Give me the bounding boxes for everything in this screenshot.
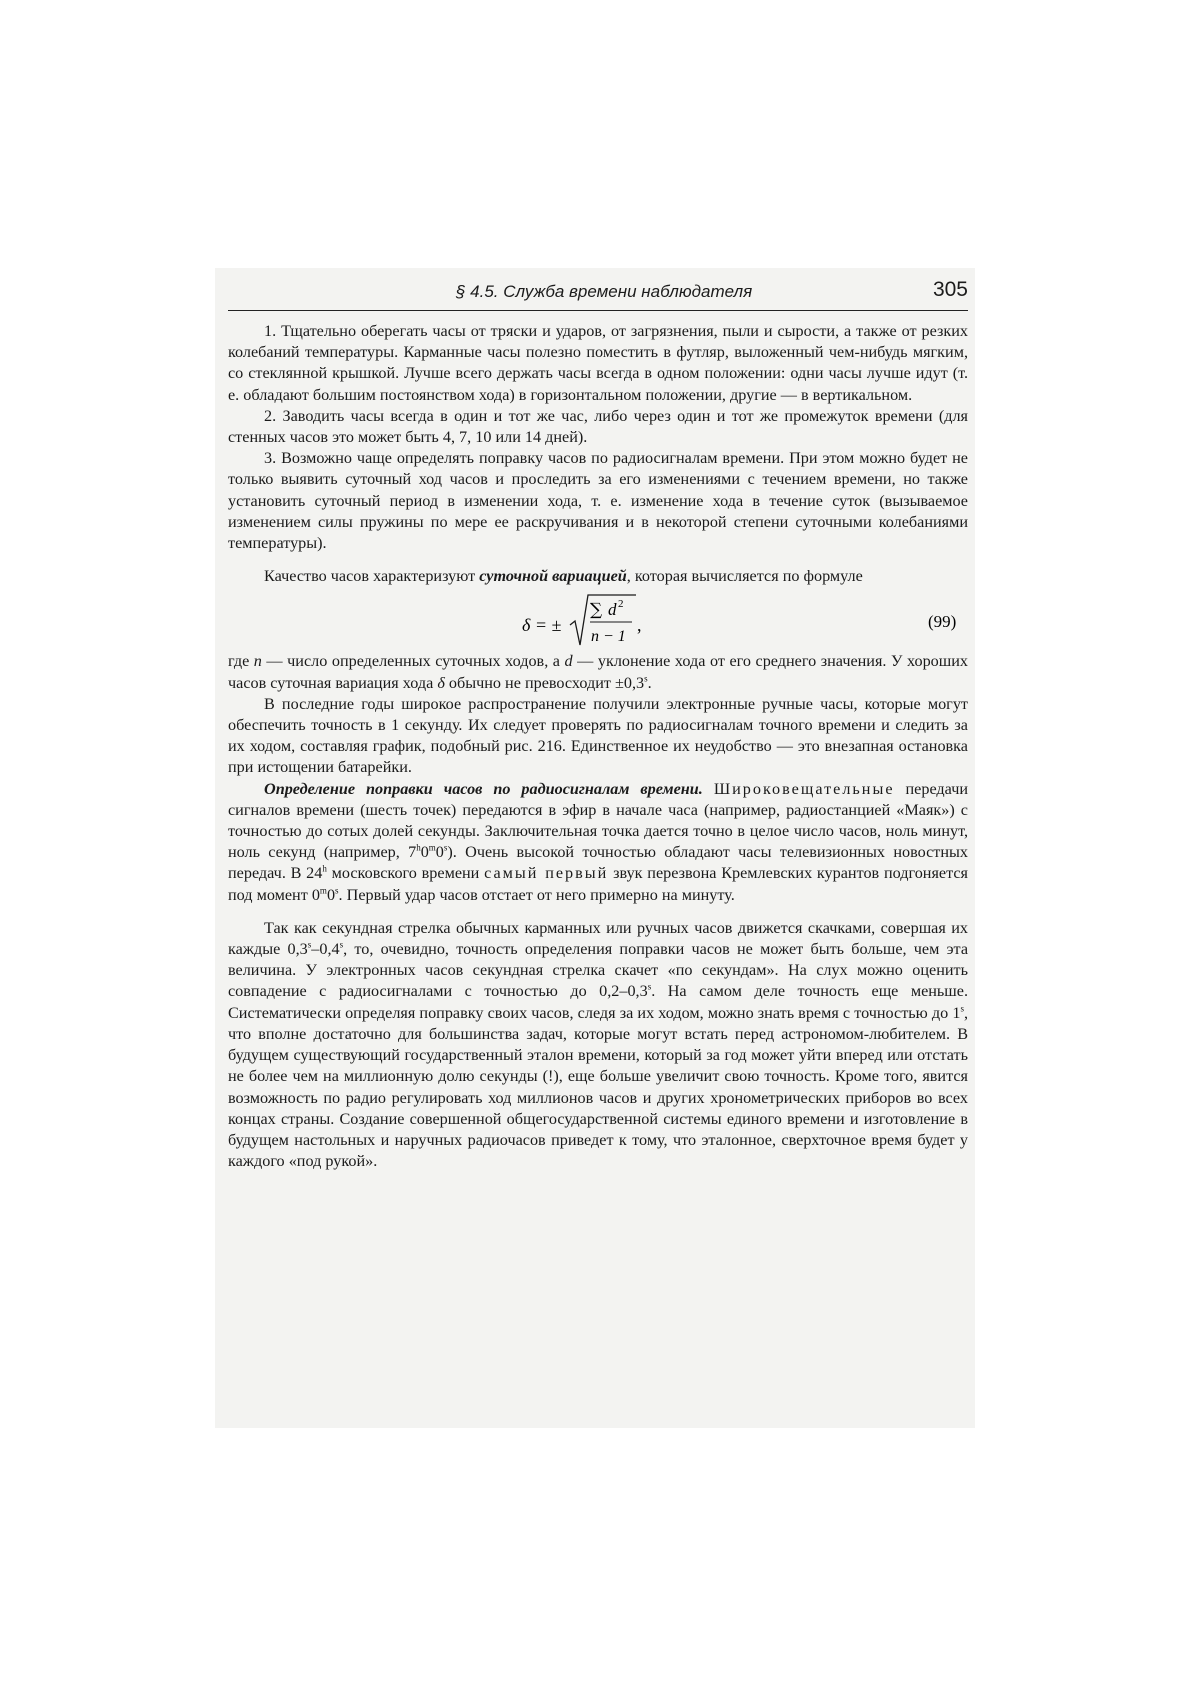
- paragraph-3: 3. Возможно чаще определять поправку часов по радиосигналам времени. При этом можно будет не только выявить суточный ход часов и проследить за его изменениями с течением времени, но также установить суточный период в изменении хода, т. е. изменение хода в течение суток (вызываемое изменением силы пружины по мере ее раскручивания и в некоторой степени суточными колебаниями температуры).: [228, 449, 968, 553]
- formula-99: [228, 589, 968, 651]
- paragraph-1: 1. Тщательно оберегать часы от тряски и ударов, от загрязнения, пыли и сырости, а также от резких колебаний температуры. Карманные часы полезно поместить в футляр, выложенный чем-нибудь мягким, со стеклянной крышкой. Лучше всего держать часы всегда в одном положении: одни часы лучше идут (т. е. обладают большим постоянством хода) в горизонтальном положении, другие — в вертикальном.: [228, 322, 968, 404]
- book-page: [228, 278, 968, 1172]
- formula-den: n − 1: [591, 628, 626, 646]
- paragraph-2: 2. Заводить часы всегда в один и тот же час, либо через один и тот же промежуток времени (для стенных часов это может быть 4, 7, 10 или 14 дней).: [228, 406, 968, 447]
- formula-number: (99): [928, 612, 957, 632]
- formula-graphic: [228, 589, 968, 651]
- formula-sum: ∑: [590, 600, 603, 621]
- section-title: § 4.5. Служба времени наблюдателя: [456, 282, 753, 301]
- paragraph-5: где n — число определенных суточных ходов, а d — уклонение хода от его среднего значения. У хороших часов суточная вариация хода δ обычно не превосходит $\pm 0,3^s$.: [228, 652, 968, 692]
- formula-num-exp: 2: [618, 598, 624, 611]
- formula-lhs: δ = ±: [522, 615, 562, 636]
- paragraph-8: Так как секундная стрелка обычных карманных или ручных часов движется скачками, совершая их каждые 0,3$^s$–0,4$^s$, то, очевидно, точность определения поправки часов не может быть больше, чем эта величина. У электронных часов секундная стрелка скачет «по секундам». На слух можно оценить совпадение с радиосигналами с точностью до 0,2–0,3$^s$. На самом деле точность еще меньше. Систематически определяя поправку своих часов, следя за их ходом, можно знать время с точностью до 1$^s$, что вполне достаточно для большинства задач, которые могут встать перед астрономом-любителем. В будущем существующий государственный эталон времени, который за год может уйти вперед или отстать не более чем на миллионную долю секунды (!), еще больше увеличит свою точность. Кроме того, явится возможность по радио регулировать ход миллионов часов и других хронометрических приборов во всех концах страны. Создание совершенной общегосударственной системы единого времени и изготовление в будущем настольных и наручных радиочасов приведет к тому, что эталонное, сверхточное время будет у каждого «под рукой».: [228, 918, 968, 1171]
- paragraph-4: Качество часов характеризуют суточной вариацией, которая вычисляется по формуле: [264, 567, 863, 586]
- page-number: 305: [932, 278, 968, 301]
- formula-comma: ,: [637, 615, 642, 636]
- term-daily-variation: суточной вариацией: [479, 567, 627, 586]
- running-header: [228, 278, 968, 311]
- paragraph-7: Определение поправки часов по радиосигналам времени. Широковещательные передачи сигналов времени (шесть точек) передаются в эфир в начале часа (например, радиостанцией «Маяк») с точностью до сотых долей секунды. Заключительная точка дается точно в целое число часов, ноль минут, ноль секунд (например, 7$^h$0$^m$0$^s$). Очень высокой точностью обладают часы телевизионных новостных передач. В 24$^h$ московского времени самый первый звук перезвона Кремлевских курантов подгоняется под момент 0$^m$0$^s$. Первый удар часов отстает от него примерно на минуту.: [228, 779, 969, 904]
- page-body: [228, 321, 968, 1172]
- formula-num-var: d: [608, 600, 617, 620]
- paragraph-6: В последние годы широкое распространение получили электронные ручные часы, которые могут обеспечить точность в 1 секунду. Их следует проверять по радиосигналам точного времени и следить за их ходом, составляя график, подобный рис. 216. Единственное их неудобство — это внезапная остановка при истощении батарейки.: [228, 694, 968, 777]
- subsection-heading: Определение поправки часов по радиосигналам времени.: [264, 779, 703, 798]
